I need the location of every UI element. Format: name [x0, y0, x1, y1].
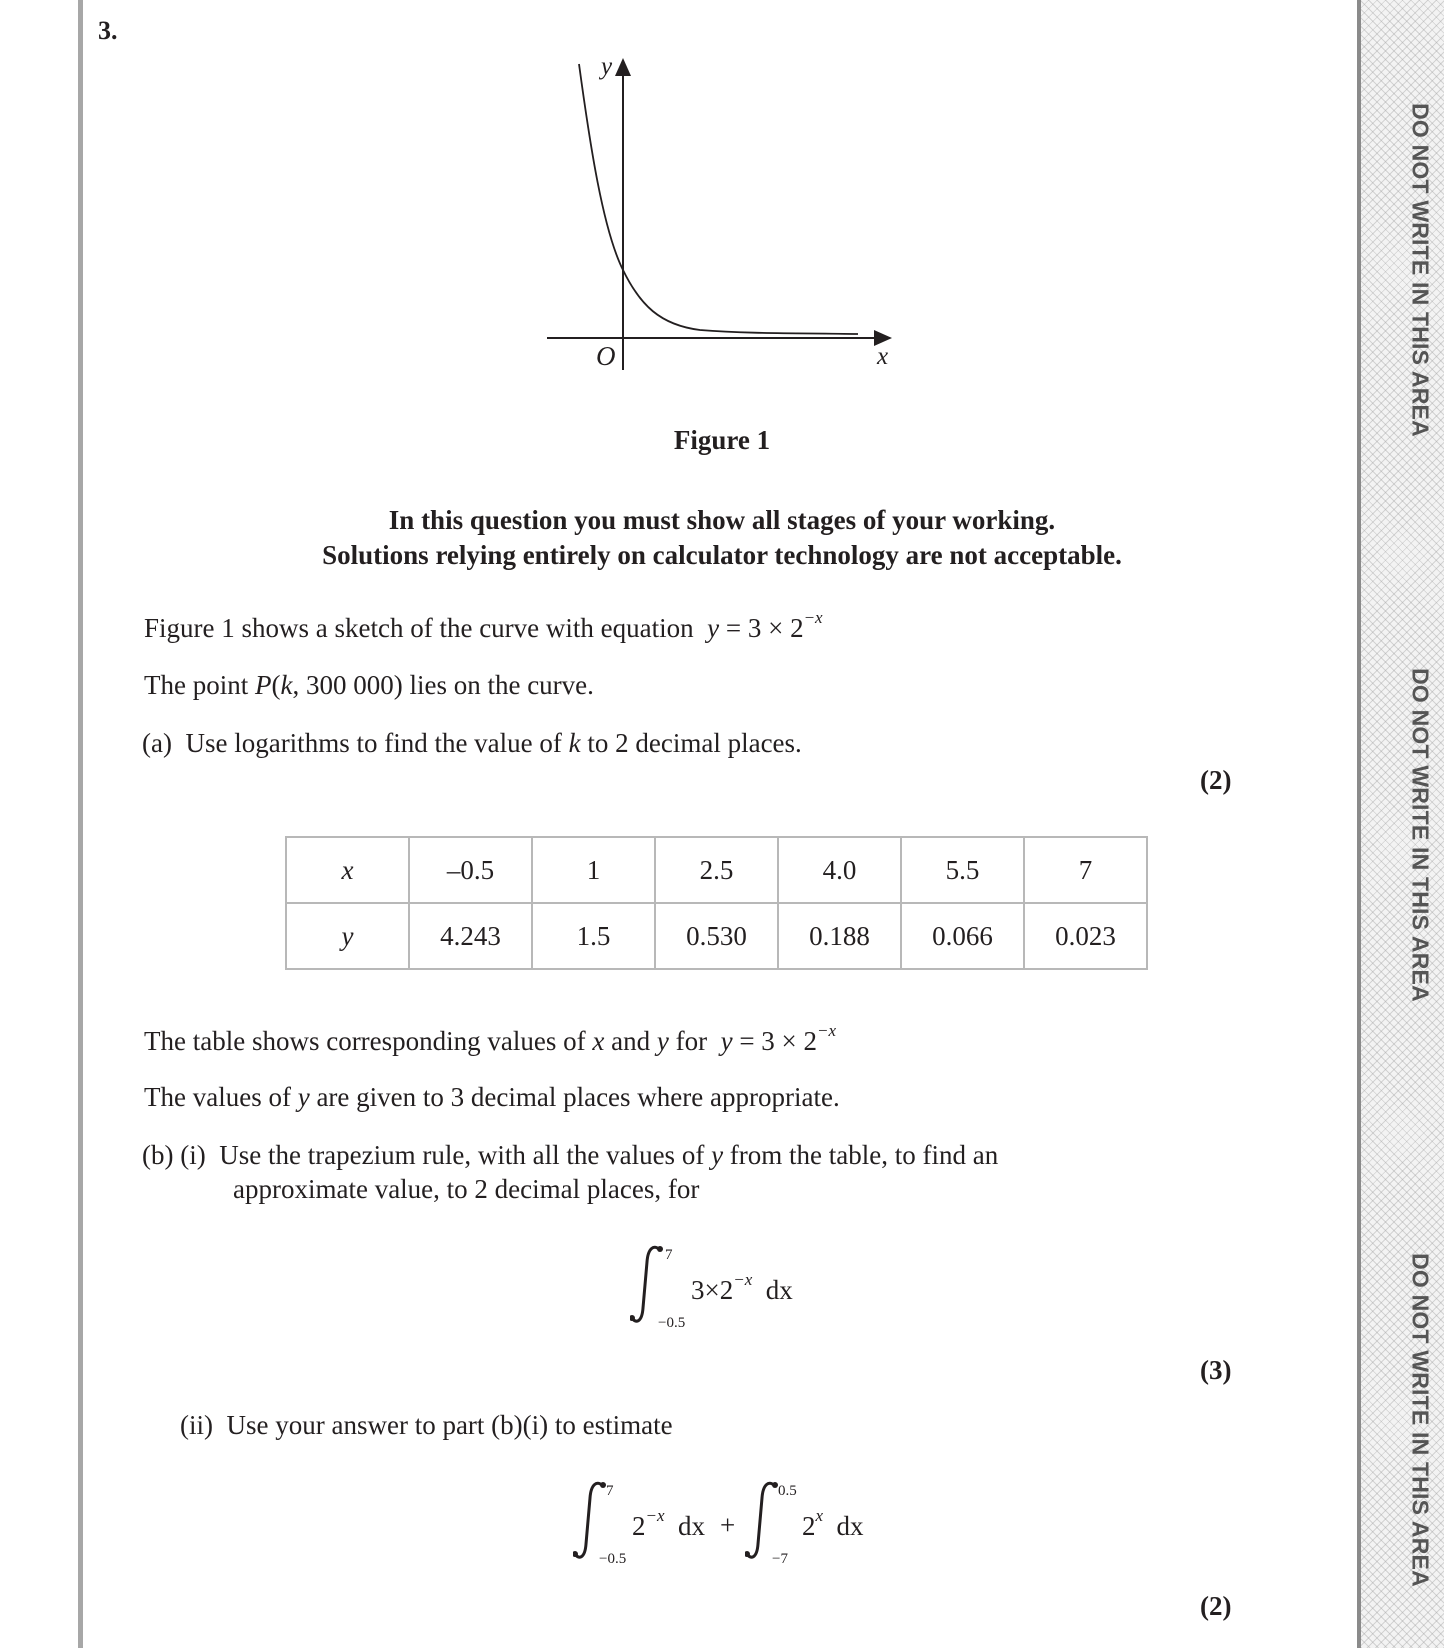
- integral-1-integrand: [632, 1506, 706, 1542]
- part-b-i-line-2: approximate value, to 2 decimal places, for: [233, 1174, 700, 1204]
- table-text-prefix: The table shows corresponding values of: [144, 1026, 586, 1056]
- table-text-and: and: [611, 1026, 651, 1056]
- integral-1-base: 2: [632, 1511, 646, 1541]
- integral-1-upper-limit: 7: [606, 1483, 614, 1499]
- part-a-text: Use logarithms to find the value of: [185, 728, 562, 758]
- table-cell: 0.530: [655, 903, 778, 969]
- origin-label: O: [596, 341, 616, 371]
- point-rest: , 300 000) lies on the curve.: [292, 670, 594, 700]
- y-axis-arrow-icon: [615, 58, 631, 76]
- table-text-x: x: [592, 1026, 605, 1056]
- table-text-line2-suffix: are given to 3 decimal places where appropriate.: [316, 1082, 840, 1112]
- margin-notice-1: DO NOT WRITE IN THIS AREA: [1407, 103, 1434, 437]
- part-b-i-suffix: from the table, to find an: [729, 1140, 999, 1170]
- table-text-line-2: [144, 1082, 840, 1113]
- integrand-dx: dx: [765, 1275, 793, 1305]
- integral-2-dx: dx: [836, 1511, 864, 1541]
- part-a-label: (a): [142, 728, 172, 758]
- table-text-for: for: [675, 1026, 708, 1056]
- part-b-i-label: (b) (i): [142, 1140, 206, 1170]
- part-b-ii-text: Use your answer to part (b)(i) to estimate: [226, 1410, 673, 1440]
- table-text-line-1: [144, 1021, 837, 1057]
- values-table: [285, 836, 1148, 970]
- equation-exponent: −x: [803, 608, 823, 627]
- integrand-exponent: −x: [733, 1270, 753, 1289]
- integral-2-lower-limit: −7: [772, 1551, 788, 1567]
- x-axis-label: x: [877, 343, 889, 370]
- integral-2-upper-limit: 0.5: [778, 1483, 797, 1499]
- part-b-i-marks: (3): [1200, 1355, 1232, 1385]
- instruction-line-2: Solutions relying entirely on calculator technology are not acceptable.: [322, 540, 1122, 570]
- integral-2-base: 2: [802, 1511, 816, 1541]
- table-header-x: x: [286, 837, 409, 903]
- table-cell: 1.5: [532, 903, 655, 969]
- integrand: [691, 1270, 793, 1306]
- integrand-base: 3×2: [691, 1275, 734, 1305]
- table-equation-exponent: −x: [817, 1021, 837, 1040]
- integral-2-exponent: x: [815, 1506, 824, 1525]
- part-b-ii-marks: (2): [1200, 1591, 1232, 1621]
- integral-1-lower-limit: −0.5: [599, 1551, 627, 1567]
- table-cell: 4.243: [409, 903, 532, 969]
- integral-2-integrand: [802, 1506, 864, 1542]
- part-a-suffix: to 2 decimal places.: [587, 728, 802, 758]
- part-a-var: k: [568, 728, 581, 758]
- margin-notice-2: DO NOT WRITE IN THIS AREA: [1407, 668, 1434, 1002]
- table-cell: 0.023: [1024, 903, 1147, 969]
- part-b-i-line-1: [142, 1140, 998, 1171]
- figure-caption: Figure 1: [673, 425, 771, 455]
- table-row-x: [286, 837, 1147, 903]
- instruction-line-1: In this question you must show all stages of your working.: [388, 505, 1056, 535]
- figure-sketch: [0, 0, 1444, 420]
- curve-y-3x2-neg-x: [579, 64, 858, 334]
- question-number: 3.: [98, 16, 118, 45]
- y-axis-label: y: [601, 53, 613, 80]
- part-b-i-y: y: [711, 1140, 724, 1170]
- integral-upper-limit: 7: [665, 1247, 673, 1263]
- integral-1-exponent: −x: [645, 1506, 665, 1525]
- table-cell: 4.0: [778, 837, 901, 903]
- table-cell: –0.5: [409, 837, 532, 903]
- margin-notice-3: DO NOT WRITE IN THIS AREA: [1407, 1253, 1434, 1587]
- table-cell: 7: [1024, 837, 1147, 903]
- integral-1-dx: dx: [678, 1511, 706, 1541]
- table-equation-lhs: y: [720, 1026, 733, 1056]
- table-text-line2-prefix: The values of: [144, 1082, 291, 1112]
- table-text-y: y: [656, 1026, 669, 1056]
- table-header-y: y: [286, 903, 409, 969]
- intro-line-1: [144, 608, 823, 644]
- table-cell: 1: [532, 837, 655, 903]
- integral-lower-limit: −0.5: [658, 1315, 686, 1331]
- table-cell: 0.188: [778, 903, 901, 969]
- table-row-y: [286, 903, 1147, 969]
- point-intro-text: The point: [144, 670, 249, 700]
- point-name: P: [254, 670, 272, 700]
- table-text-line2-y: y: [297, 1082, 310, 1112]
- intro-line-2: The point P(k, 300 000) lies on the curve.: [144, 670, 594, 700]
- point-k: k: [280, 670, 293, 700]
- equation-rhs: = 3 × 2: [725, 613, 804, 643]
- intro-text: Figure 1 shows a sketch of the curve with equation: [144, 613, 694, 643]
- y-axis: [615, 58, 631, 370]
- part-b-i-text: Use the trapezium rule, with all the values of: [219, 1140, 705, 1170]
- table-cell: 0.066: [901, 903, 1024, 969]
- table-cell: 2.5: [655, 837, 778, 903]
- part-a: [142, 728, 802, 759]
- part-b-ii-label: (ii): [180, 1410, 213, 1440]
- table-equation-rhs: = 3 × 2: [739, 1026, 818, 1056]
- equation-lhs: y: [707, 613, 720, 643]
- part-b-ii-line: [180, 1410, 673, 1441]
- plus-sign: +: [720, 1510, 736, 1540]
- part-a-marks: (2): [1200, 765, 1232, 795]
- table-cell: 5.5: [901, 837, 1024, 903]
